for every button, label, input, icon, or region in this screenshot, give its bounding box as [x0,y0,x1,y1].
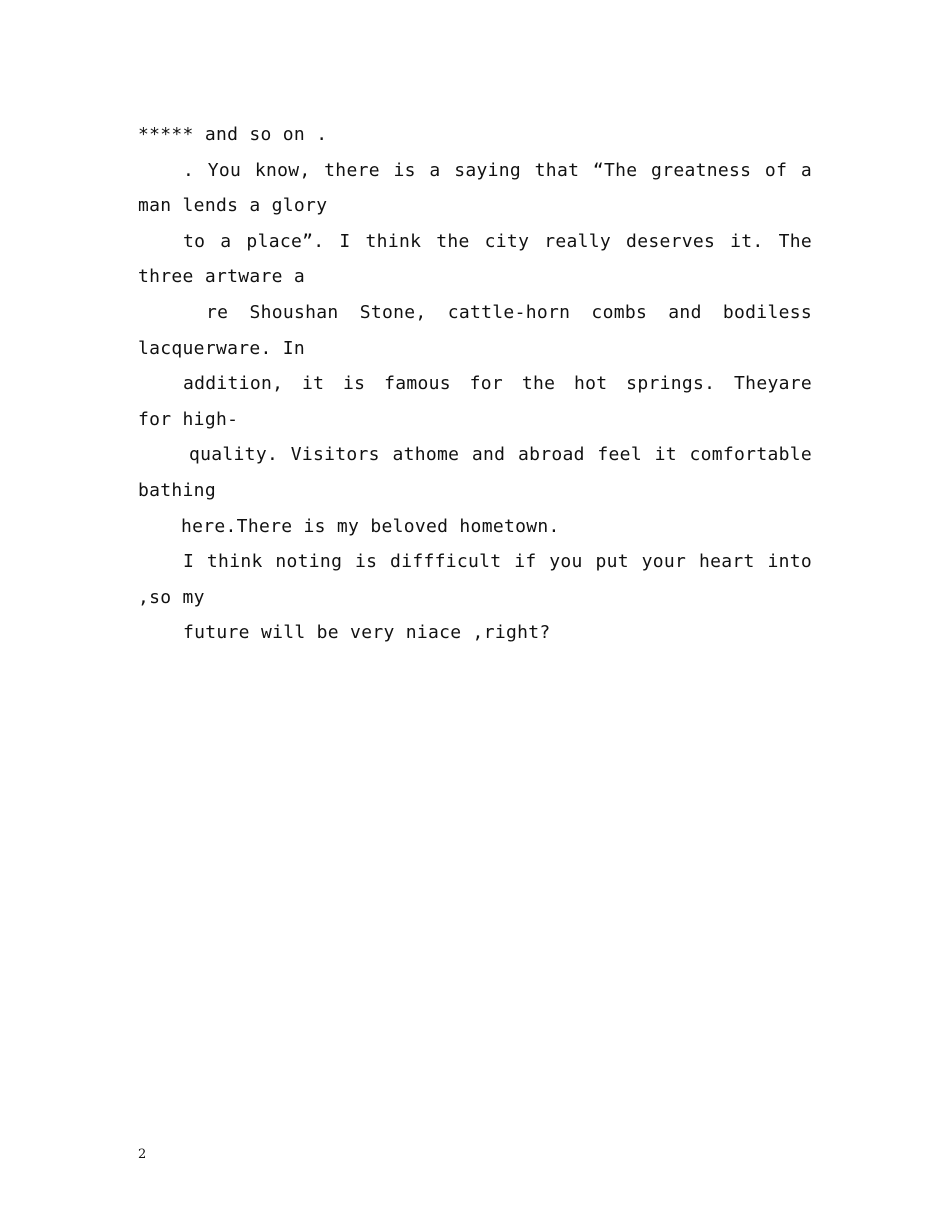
text-line: quality. Visitors athome and abroad feel it comfortable [189,444,812,466]
text-line: to a place”. I think the city really deserves it. The [183,230,812,252]
text-line: bathing [138,479,216,501]
page-number: 2 [138,1147,147,1162]
text-line: future will be very niace ,right? [183,622,551,644]
text-line: ***** and so on . [138,124,328,145]
body-text [138,117,812,651]
text-line: I think noting is diffficult if you put your heart into [183,551,812,573]
text-line: man lends a glory [138,195,328,217]
text-line: ,so my [138,586,205,608]
text-line: for high- [138,408,239,430]
text-line: . You know, there is a saying that “The greatness of a [183,159,812,181]
text-line: three artware a [138,266,306,288]
text-line: here.There is my beloved hometown. [181,515,560,537]
text-line: re Shoushan Stone, cattle-horn combs and bodiless [206,301,812,323]
text-line: addition, it is famous for the hot springs. Theyare [183,373,812,395]
text-line: lacquerware. In [138,337,306,359]
